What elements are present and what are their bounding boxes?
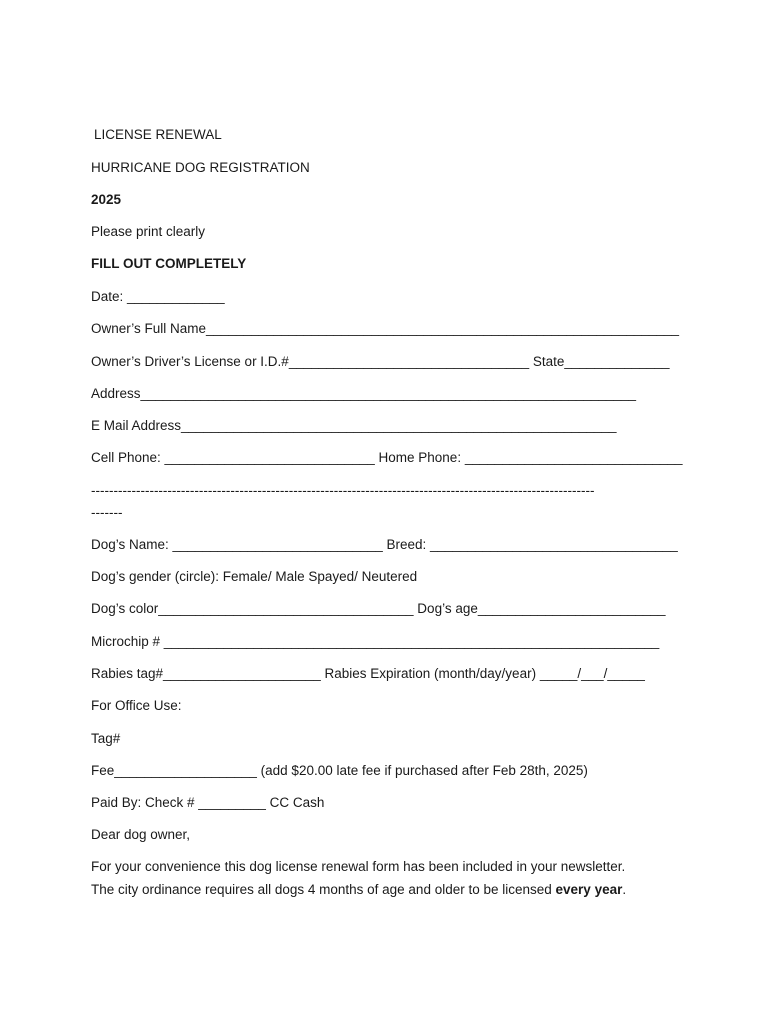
microchip-field: Microchip # __________________________________________________________________ (91, 634, 660, 649)
greeting: Dear dog owner, (91, 827, 191, 842)
paragraph-line-1: For your convenience this dog license renewal form has been included in your newsletter. (91, 859, 626, 874)
address-field: Address__________________________________________________________________ (91, 386, 637, 401)
tag-field: Tag# (91, 731, 121, 746)
paragraph-period: . (622, 882, 627, 897)
print-note: Please print clearly (91, 224, 206, 239)
fee-field: Fee___________________ (add $20.00 late fee if purchased after Feb 28th, 2025) (91, 763, 588, 778)
paragraph-line-2 (91, 881, 626, 899)
every-year-emphasis: every year (555, 882, 623, 897)
dog-color-age-field: Dog’s color__________________________________ Dog’s age_________________________ (91, 601, 666, 616)
phone-fields: Cell Phone: ____________________________ Home Phone: _____________________________ (91, 450, 683, 465)
paid-by-field: Paid By: Check # _________ CC Cash (91, 795, 325, 810)
form-year: 2025 (91, 192, 122, 207)
email-field: E Mail Address__________________________________________________________ (91, 418, 617, 433)
form-title: LICENSE RENEWAL (94, 127, 222, 142)
form-subtitle: HURRICANE DOG REGISTRATION (91, 160, 310, 175)
office-use-heading: For Office Use: (91, 698, 182, 713)
paragraph-line-2-text: The city ordinance requires all dogs 4 months of age and older to be licensed (91, 882, 556, 897)
rabies-field: Rabies tag#_____________________ Rabies Expiration (month/day/year) _____/___/_____ (91, 666, 645, 681)
license-state-field: Owner’s Driver’s License or I.D.#________________________________ State______________ (91, 354, 670, 369)
dog-name-breed-field: Dog’s Name: ____________________________ Breed: _________________________________ (91, 537, 678, 552)
date-field: Date: _____________ (91, 289, 225, 304)
dog-gender-field: Dog’s gender (circle): Female/ Male Spayed/ Neutered (91, 569, 418, 584)
owner-name-field: Owner’s Full Name_______________________________________________________________ (91, 321, 680, 336)
separator-line: ---------------------------------------------------------------------------------------------------------------- (91, 483, 595, 498)
fill-note: FILL OUT COMPLETELY (91, 256, 247, 271)
separator-tail: ------- (91, 505, 123, 520)
